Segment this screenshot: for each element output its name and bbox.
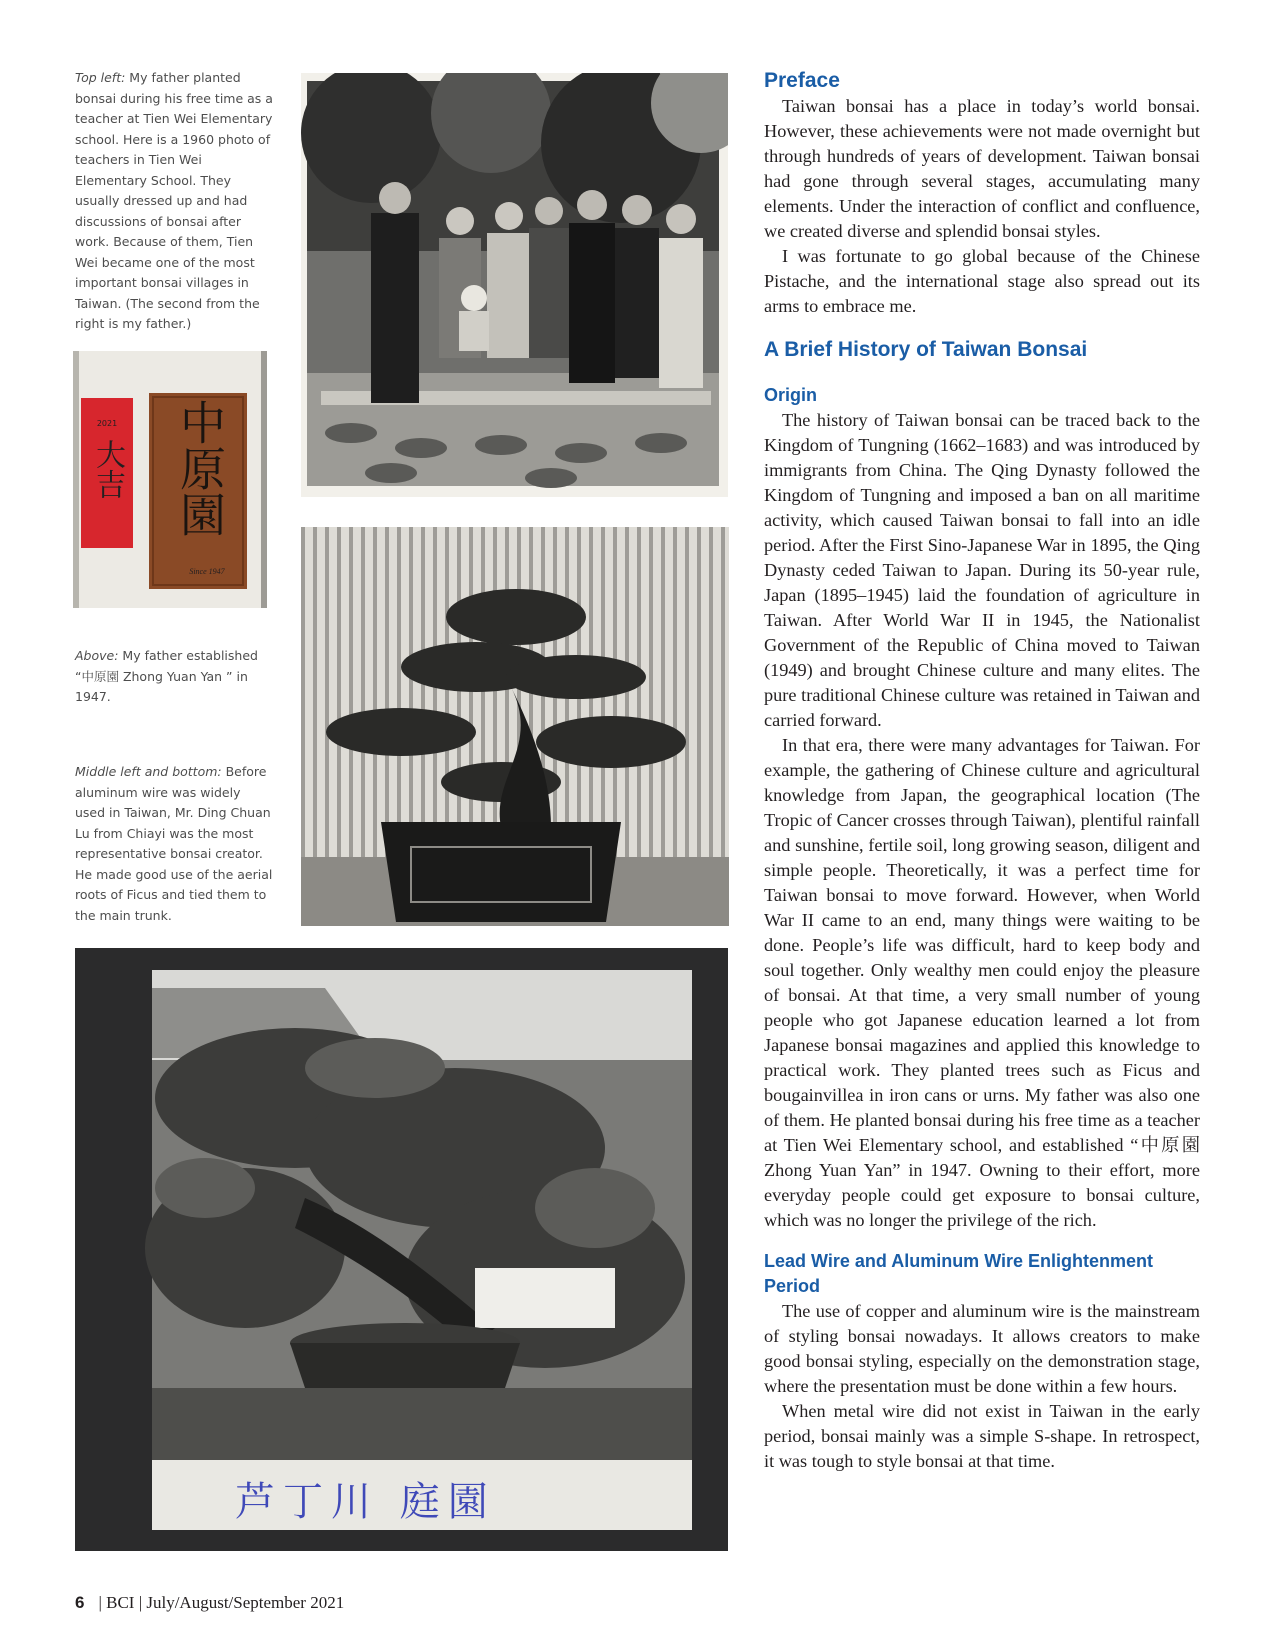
preface-heading: Preface [764, 69, 840, 92]
banner-chars: 大吉 [90, 439, 125, 499]
photo-zhong-yuan-yan-sign [73, 351, 267, 608]
caption-middle-bottom [75, 762, 273, 926]
page-number: 6 [75, 1593, 85, 1612]
caption-lead: Above: [75, 648, 119, 663]
preface-paragraph-2: I was fortunate to go global because of the Chinese Pistache, and the international stage also spread out its arms to embrace me. [764, 246, 1200, 316]
page-footer [75, 1593, 344, 1613]
photo-teachers-1960 [301, 73, 728, 497]
origin-heading: Origin [764, 385, 817, 405]
photo-bonsai-fence [301, 527, 729, 926]
history-heading: A Brief History of Taiwan Bonsai [764, 338, 1088, 361]
article-column [764, 68, 1200, 1474]
footer-text: | BCI | July/August/September 2021 [98, 1593, 345, 1612]
origin-paragraph-2: In that era, there were many advantages for Taiwan. For example, the gathering of Chinese culture and agricultural knowledge from Japan, the geographical location (The Tropic of Cancer crosses through Taiwan), plentiful rainfall and sunshine, fertile soil, long growing season, diligent and simple people. Theoretically, it was a perfect time for Taiwan bonsai to move forward. However, when World War II came to an end, many things were waiting to be done. People’s life was difficult, hard to keep body and soul together. Only wealthy men could enjoy the pleasure of bonsai. At that time, a very small number of young people who got Japanese education learned a lot from Japanese bonsai magazines and applied this knowledge to practical work. They planted trees such as Ficus and bougainvillea in iron cans or urns. My father was also one of them. He planted bonsai during his free time as a teacher at Tien Wei Elementary school, and established “中原園 Zhong Yuan Yan” in 1947. Owning to their effort, more everyday people could get exposure to bonsai culture, which was no longer the privilege of the rich. [764, 735, 1200, 1230]
photo-ding-chuan-lu-bonsai [75, 948, 728, 1551]
caption-text: My father planted bonsai during his free time as a teacher at Tien Wei Elementary school. Here is a 1960 photo of teachers in Tien Wei Elementary School. They usually dressed up and had discussions of bonsai after work. Because of them, Tien Wei became one of the most important bonsai villages in Taiwan. (The second from the right is my father.) [75, 70, 273, 331]
origin-paragraph-1: The history of Taiwan bonsai can be traced back to the Kingdom of Tungning (1662–1683) and was introduced by immigrants from China. The Qing Dynasty followed the Kingdom of Tungning and imposed a ban on all maritime activity, which caused Taiwan bonsai to fall into an idle period. After the First Sino-Japanese War in 1895, the Qing Dynasty ceded Taiwan to Japan. During its 50-year rule, Japan (1895–1945) laid the foundation of agriculture in Taiwan. After World War II in 1945, the Nationalist Government of the Republic of China moved to Taiwan (1949) and brought Chinese culture and many elites. The pure traditional Chinese culture was retained in Taiwan and carried forward. [764, 410, 1200, 730]
caption-top-left [75, 68, 273, 335]
preface-paragraph-1: Taiwan bonsai has a place in today’s world bonsai. However, these achievements were not made overnight but through hundreds of years of development. Taiwan bonsai had gone through several stages, accumulating many elements. Under the interaction of conflict and confluence, we created diverse and splendid bonsai styles. [764, 96, 1200, 241]
lead-wire-paragraph-1: The use of copper and aluminum wire is the mainstream of styling bonsai nowadays. It allows creators to make good bonsai styling, especially on the demonstration stage, where the presentation must be done within a few hours. [764, 1301, 1200, 1396]
lead-wire-heading: Lead Wire and Aluminum Wire Enlightenment Period [764, 1251, 1154, 1296]
plaque-chars: 中原園 [173, 399, 227, 537]
photo-inscription: 芦丁川 庭園 [235, 1479, 496, 1525]
caption-text: Before aluminum wire was widely used in Taiwan, Mr. Ding Chuan Lu from Chiayi was the most representative bonsai creator. He made good use of the aerial roots of Ficus and tied them to the main trunk. [75, 764, 273, 923]
caption-above [75, 646, 273, 708]
banner-year: 2021 [96, 419, 118, 428]
caption-lead: Middle left and bottom: [75, 764, 222, 779]
plaque-small-text: Since 1947 [189, 567, 225, 576]
caption-text: My father established “中原園 Zhong Yuan Yan ” in 1947. [75, 648, 258, 704]
caption-lead: Top left: [75, 70, 126, 85]
lead-wire-paragraph-2: When metal wire did not exist in Taiwan in the early period, bonsai mainly was a simple S-shape. In retrospect, it was tough to style bonsai at that time. [764, 1401, 1200, 1471]
